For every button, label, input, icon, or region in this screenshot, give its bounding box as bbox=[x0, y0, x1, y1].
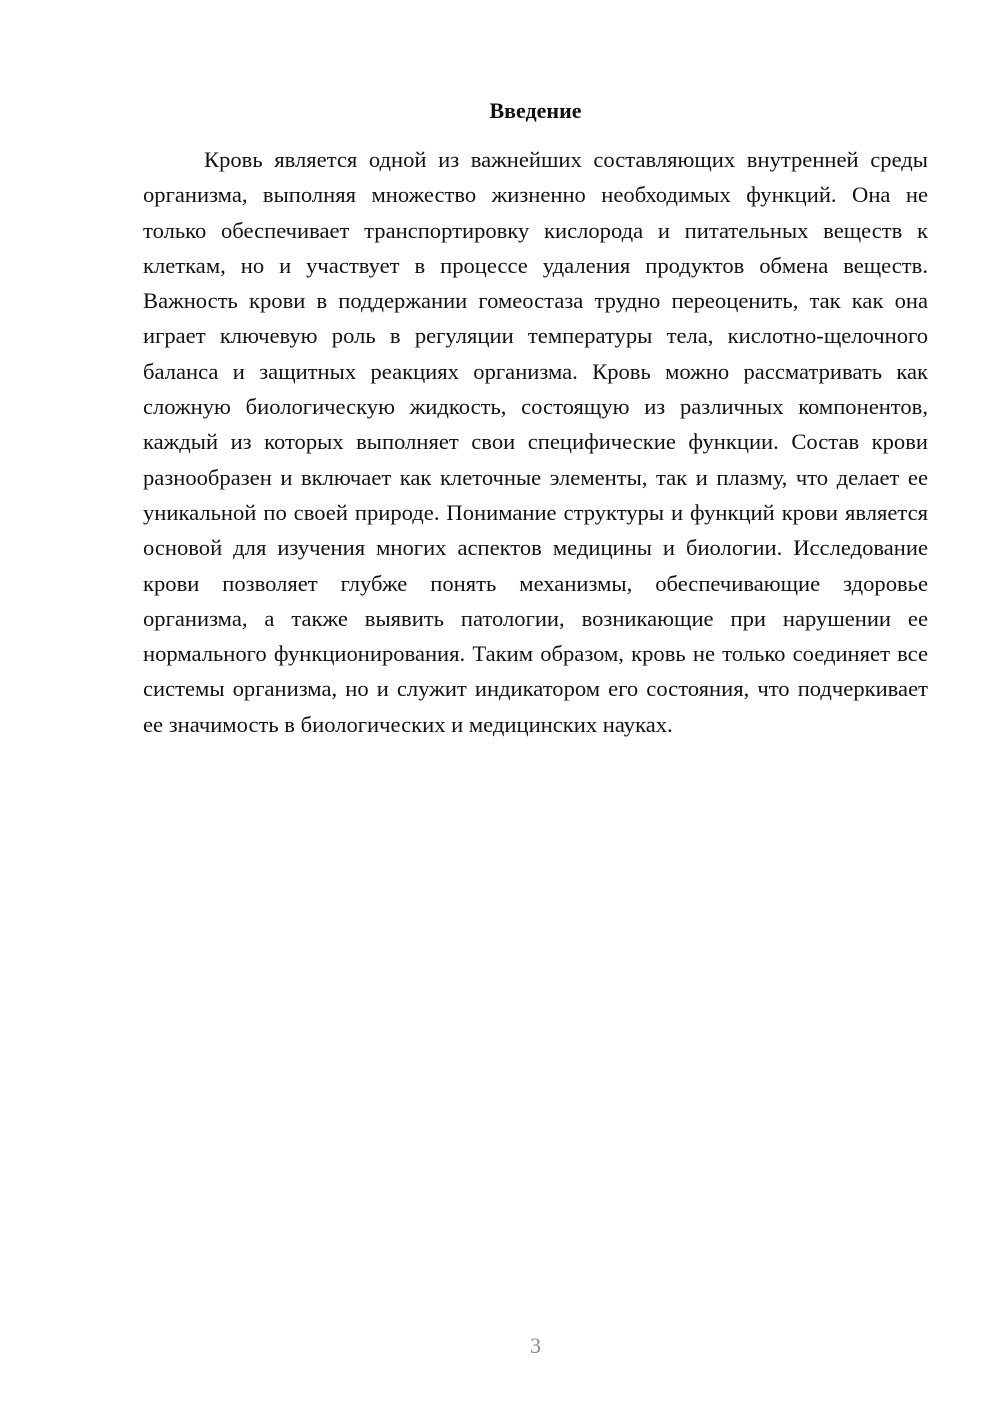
section-heading: Введение bbox=[489, 98, 582, 123]
page-number: 3 bbox=[530, 1333, 541, 1358]
intro-paragraph: Кровь является одной из важнейших составляющих внутренней среды организма, выполняя множество жизненно необходимых функций. Она не только обеспечивает транспортировку кислорода и питательных веществ к клеткам, но и участвует в процессе удаления продуктов обмена веществ. Важность крови в поддержании гомеостаза трудно переоценить, так как она играет ключевую роль в регуляции температуры тела, кислотно-щелочного баланса и защитных реакциях организма. Кровь можно рассматривать как сложную биологическую жидкость, состоящую из различных компонентов, каждый из которых выполняет свои специфические функции. Состав крови разнообразен и включает как клеточные элементы, так и плазму, что делает ее уникальной по своей природе. Понимание структуры и функций крови является основой для изучения многих аспектов медицины и биологии. Исследование крови позволяет глубже понять механизмы, обеспечивающие здоровье организма, а также выявить патологии, возникающие при нарушении ее нормального функционирования. Таким образом, кровь не только соединяет все системы организма, но и служит индикатором его состояния, что подчеркивает ее значимость в биологических и медицинских науках. bbox=[143, 147, 928, 737]
